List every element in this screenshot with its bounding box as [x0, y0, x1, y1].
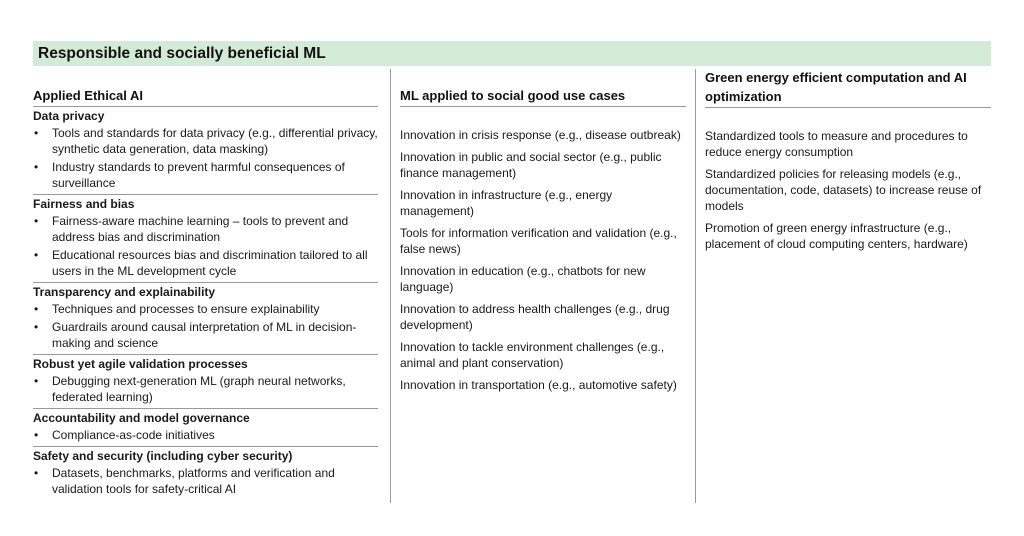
- list-item: • Guardrails around causal interpretation of ML in decision-making and science: [34, 320, 357, 350]
- list-item: Innovation to tackle environment challenges (e.g., animal and plant conservation): [400, 340, 665, 370]
- list-item: Tools for information verification and validation (e.g., false news): [400, 226, 677, 256]
- bullet-icon: •: [34, 466, 39, 480]
- column-divider-2: [695, 69, 696, 503]
- list-item: Innovation in education (e.g., chatbots for new language): [400, 264, 646, 294]
- section-title: Fairness and bias: [33, 197, 135, 211]
- list-item: • Fairness-aware machine learning – tools to prevent and address bias and discrimination: [34, 214, 349, 244]
- bullet-icon: •: [34, 160, 39, 174]
- section-safety-security: [33, 447, 378, 500]
- column-green-energy: [705, 68, 991, 258]
- page-banner: [33, 41, 991, 66]
- bullet-icon: •: [34, 302, 39, 316]
- column-applied-ethical-ai: [33, 86, 378, 500]
- bullet-icon: •: [34, 248, 39, 262]
- list-item: Standardized tools to measure and procedures to reduce energy consumption: [705, 129, 968, 159]
- list-item: Promotion of green energy infrastructure (e.g., placement of cloud computing centers, hardware): [705, 221, 968, 251]
- list-item: Innovation in transportation (e.g., automotive safety): [400, 378, 677, 392]
- list-item: Innovation in infrastructure (e.g., energy management): [400, 188, 613, 218]
- list-item: • Industry standards to prevent harmful consequences of surveillance: [34, 160, 345, 190]
- section-title: Safety and security (including cyber security): [33, 449, 293, 463]
- bullet-icon: •: [34, 320, 39, 334]
- list-item: Innovation in public and social sector (e.g., public finance management): [400, 150, 662, 180]
- column-social-good: [400, 86, 686, 399]
- list-item: • Compliance-as-code initiatives: [34, 428, 215, 442]
- list-item: • Datasets, benchmarks, platforms and verification and validation tools for safety-critical AI: [34, 466, 335, 496]
- section-title: Transparency and explainability: [33, 285, 216, 299]
- column-heading: ML applied to social good use cases: [400, 86, 686, 107]
- section-transparency: [33, 283, 378, 355]
- bullet-icon: •: [34, 374, 39, 388]
- list-item: • Educational resources bias and discrimination tailored to all users in the ML development cycle: [34, 248, 368, 278]
- section-title: Robust yet agile validation processes: [33, 357, 248, 371]
- list-item: Innovation in crisis response (e.g., disease outbreak): [400, 128, 681, 142]
- column-divider-1: [390, 69, 391, 503]
- section-title: Data privacy: [33, 109, 105, 123]
- list-item: Innovation to address health challenges (e.g., drug development): [400, 302, 670, 332]
- list-item: • Debugging next-generation ML (graph neural networks, federated learning): [34, 374, 346, 404]
- section-fairness-bias: [33, 195, 378, 283]
- bullet-icon: •: [34, 428, 39, 442]
- banner-title: Responsible and socially beneficial ML: [38, 45, 326, 62]
- bullet-icon: •: [34, 214, 39, 228]
- section-title: Accountability and model governance: [33, 411, 250, 425]
- section-validation: [33, 355, 378, 409]
- list-item: Standardized policies for releasing models (e.g., documentation, code, datasets) to increase reuse of models: [705, 167, 982, 213]
- section-accountability: [33, 409, 378, 447]
- section-data-privacy: [33, 107, 378, 195]
- list-item: • Techniques and processes to ensure explainability: [34, 302, 320, 316]
- column-heading: Applied Ethical AI: [33, 86, 378, 107]
- bullet-icon: •: [34, 126, 39, 140]
- list-item: • Tools and standards for data privacy (e.g., differential privacy, synthetic data generation, data masking): [34, 126, 378, 156]
- column-heading: Green energy efficient computation and AI optimization: [705, 68, 991, 108]
